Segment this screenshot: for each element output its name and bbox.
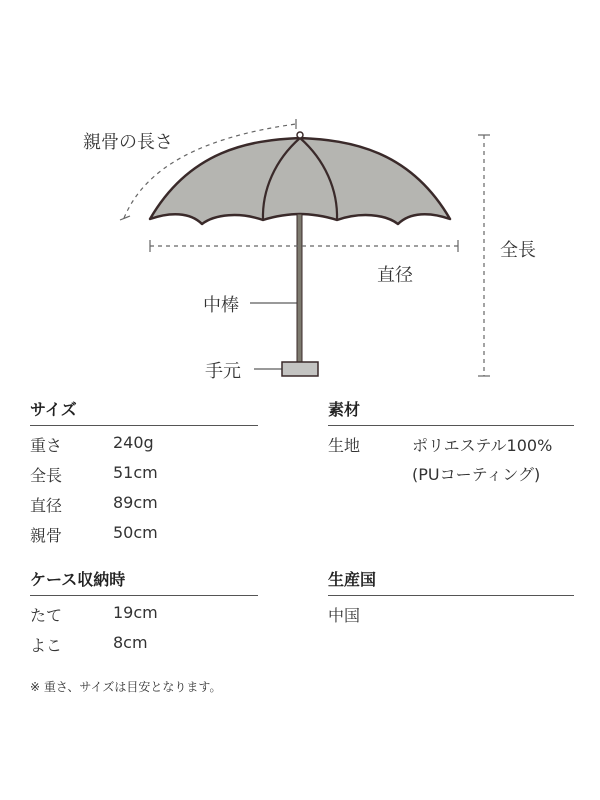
material-row [328,433,574,485]
size-title: サイズ [30,400,77,419]
size-row [30,463,258,485]
handle-label: 手元 [205,361,241,382]
size-row [30,433,258,455]
size-row-value: 89cm [113,493,158,512]
case-row-value: 8cm [113,633,148,652]
diameter-label: 直径 [377,265,413,286]
shaft-label: 中棒 [203,295,239,316]
case-row-key: たて [30,606,63,625]
case-row [30,603,258,625]
material-key: 生地 [328,436,361,455]
total-length-label: 全長 [500,240,536,261]
umbrella-handle [282,362,318,376]
size-row-key: 直径 [30,496,63,515]
size-row-key: 重さ [30,436,63,455]
umbrella-tip [297,132,303,138]
size-row-key: 全長 [30,466,63,485]
origin-title: 生産国 [328,570,377,589]
material-value-line2: (PUコーティング) [412,465,541,484]
size-row-value: 240g [113,433,154,452]
umbrella-shaft [297,214,302,364]
material-title: 素材 [328,400,361,419]
size-note: ※ 重さ、サイズは目安となります。 [30,680,222,694]
rib-length-label: 親骨の長さ [83,132,173,153]
size-divider [30,425,258,426]
size-row-key: 親骨 [30,526,63,545]
umbrella-canopy [150,138,450,224]
size-row-value: 51cm [113,463,158,482]
size-row-value: 50cm [113,523,158,542]
umbrella-diagram [0,0,600,390]
size-row [30,493,258,515]
umbrella-illustration [0,0,600,390]
case-row [30,633,258,655]
origin-divider [328,595,574,596]
case-row-value: 19cm [113,603,158,622]
material-divider [328,425,574,426]
material-value-line1: ポリエステル100% [412,436,553,455]
case-row-key: よこ [30,636,63,655]
case-divider [30,595,258,596]
size-row [30,523,258,545]
case-title: ケース収納時 [30,570,126,589]
origin-value: 中国 [328,606,361,625]
